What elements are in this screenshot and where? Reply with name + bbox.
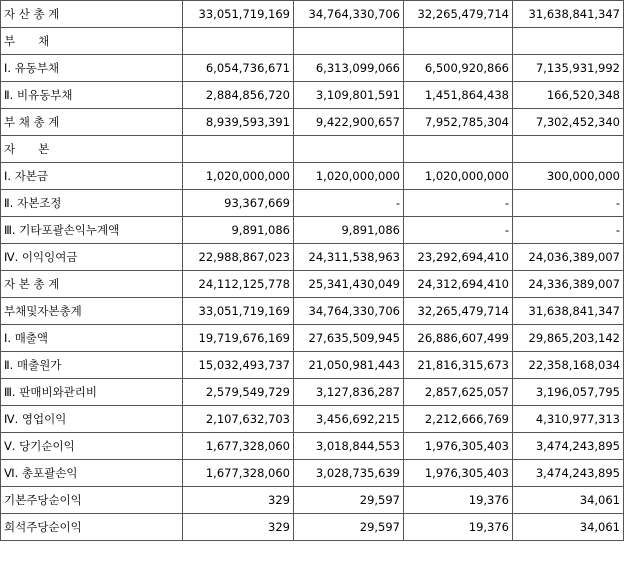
- value-cell: [513, 136, 624, 163]
- row-label: Ⅱ. 매출원가: [1, 352, 183, 379]
- value-cell: 1,677,328,060: [183, 460, 294, 487]
- row-label: Ⅲ. 기타포괄손익누계액: [1, 217, 183, 244]
- table-row: [1, 28, 624, 55]
- value-cell: -: [294, 190, 404, 217]
- value-cell: 1,976,305,403: [404, 433, 513, 460]
- value-cell: 2,212,666,769: [404, 406, 513, 433]
- value-cell: 329: [183, 487, 294, 514]
- financial-table-body: [1, 1, 624, 541]
- row-label: 자 산 총 계: [1, 1, 183, 28]
- value-cell: 1,020,000,000: [404, 163, 513, 190]
- value-cell: 4,310,977,313: [513, 406, 624, 433]
- value-cell: 1,677,328,060: [183, 433, 294, 460]
- table-row: [1, 163, 624, 190]
- value-cell: 21,816,315,673: [404, 352, 513, 379]
- value-cell: 2,107,632,703: [183, 406, 294, 433]
- value-cell: 31,638,841,347: [513, 298, 624, 325]
- value-cell: -: [513, 217, 624, 244]
- value-cell: 9,891,086: [183, 217, 294, 244]
- value-cell: 3,109,801,591: [294, 82, 404, 109]
- table-row: [1, 487, 624, 514]
- value-cell: 329: [183, 514, 294, 541]
- row-label: 자 본 총 계: [1, 271, 183, 298]
- value-cell: 7,135,931,992: [513, 55, 624, 82]
- table-row: [1, 460, 624, 487]
- value-cell: 9,891,086: [294, 217, 404, 244]
- value-cell: 15,032,493,737: [183, 352, 294, 379]
- table-row: [1, 379, 624, 406]
- row-label: Ⅳ. 이익잉여금: [1, 244, 183, 271]
- value-cell: 7,302,452,340: [513, 109, 624, 136]
- value-cell: [294, 136, 404, 163]
- table-row: [1, 406, 624, 433]
- value-cell: 1,451,864,438: [404, 82, 513, 109]
- row-label: Ⅳ. 영업이익: [1, 406, 183, 433]
- value-cell: 2,579,549,729: [183, 379, 294, 406]
- value-cell: 166,520,348: [513, 82, 624, 109]
- table-row: [1, 109, 624, 136]
- value-cell: 33,051,719,169: [183, 1, 294, 28]
- value-cell: 29,865,203,142: [513, 325, 624, 352]
- row-label: 부 채: [1, 28, 183, 55]
- value-cell: 24,312,694,410: [404, 271, 513, 298]
- table-row: [1, 352, 624, 379]
- table-row: [1, 271, 624, 298]
- value-cell: 32,265,479,714: [404, 298, 513, 325]
- value-cell: 34,764,330,706: [294, 298, 404, 325]
- value-cell: 3,018,844,553: [294, 433, 404, 460]
- value-cell: 34,764,330,706: [294, 1, 404, 28]
- row-label: Ⅰ. 유동부채: [1, 55, 183, 82]
- table-row: [1, 190, 624, 217]
- value-cell: 3,028,735,639: [294, 460, 404, 487]
- row-label: Ⅱ. 비유동부채: [1, 82, 183, 109]
- value-cell: 3,474,243,895: [513, 433, 624, 460]
- value-cell: 29,597: [294, 514, 404, 541]
- value-cell: [404, 136, 513, 163]
- value-cell: 9,422,900,657: [294, 109, 404, 136]
- value-cell: 24,112,125,778: [183, 271, 294, 298]
- table-row: [1, 244, 624, 271]
- value-cell: 300,000,000: [513, 163, 624, 190]
- table-row: [1, 217, 624, 244]
- value-cell: 19,376: [404, 514, 513, 541]
- value-cell: 7,952,785,304: [404, 109, 513, 136]
- value-cell: 3,456,692,215: [294, 406, 404, 433]
- table-row: [1, 298, 624, 325]
- value-cell: 8,939,593,391: [183, 109, 294, 136]
- value-cell: 34,061: [513, 514, 624, 541]
- value-cell: [404, 28, 513, 55]
- value-cell: 1,020,000,000: [183, 163, 294, 190]
- value-cell: 24,336,389,007: [513, 271, 624, 298]
- value-cell: 27,635,509,945: [294, 325, 404, 352]
- value-cell: 1,020,000,000: [294, 163, 404, 190]
- value-cell: [183, 136, 294, 163]
- row-label: Ⅰ. 자본금: [1, 163, 183, 190]
- value-cell: 34,061: [513, 487, 624, 514]
- value-cell: -: [404, 217, 513, 244]
- value-cell: 26,886,607,499: [404, 325, 513, 352]
- table-row: [1, 514, 624, 541]
- row-label: Ⅲ. 판매비와관리비: [1, 379, 183, 406]
- row-label: 기본주당순이익: [1, 487, 183, 514]
- value-cell: 3,474,243,895: [513, 460, 624, 487]
- table-row: [1, 55, 624, 82]
- table-row: [1, 325, 624, 352]
- value-cell: 31,638,841,347: [513, 1, 624, 28]
- value-cell: [294, 28, 404, 55]
- table-row: [1, 1, 624, 28]
- value-cell: 6,500,920,866: [404, 55, 513, 82]
- value-cell: 6,313,099,066: [294, 55, 404, 82]
- value-cell: 22,988,867,023: [183, 244, 294, 271]
- value-cell: 2,857,625,057: [404, 379, 513, 406]
- row-label: Ⅰ. 매출액: [1, 325, 183, 352]
- value-cell: 93,367,669: [183, 190, 294, 217]
- row-label: 부 채 총 계: [1, 109, 183, 136]
- table-row: [1, 136, 624, 163]
- value-cell: [513, 28, 624, 55]
- value-cell: 21,050,981,443: [294, 352, 404, 379]
- value-cell: [183, 28, 294, 55]
- row-label: Ⅱ. 자본조정: [1, 190, 183, 217]
- value-cell: 3,196,057,795: [513, 379, 624, 406]
- row-label: Ⅴ. 당기순이익: [1, 433, 183, 460]
- row-label: 부채및자본총계: [1, 298, 183, 325]
- table-row: [1, 82, 624, 109]
- value-cell: 24,311,538,963: [294, 244, 404, 271]
- value-cell: 2,884,856,720: [183, 82, 294, 109]
- value-cell: 25,341,430,049: [294, 271, 404, 298]
- value-cell: 3,127,836,287: [294, 379, 404, 406]
- value-cell: 32,265,479,714: [404, 1, 513, 28]
- row-label: 희석주당순이익: [1, 514, 183, 541]
- value-cell: 1,976,305,403: [404, 460, 513, 487]
- value-cell: 19,719,676,169: [183, 325, 294, 352]
- value-cell: -: [513, 190, 624, 217]
- row-label: Ⅵ. 총포괄손익: [1, 460, 183, 487]
- value-cell: -: [404, 190, 513, 217]
- value-cell: 29,597: [294, 487, 404, 514]
- value-cell: 22,358,168,034: [513, 352, 624, 379]
- value-cell: 24,036,389,007: [513, 244, 624, 271]
- value-cell: 19,376: [404, 487, 513, 514]
- row-label: 자 본: [1, 136, 183, 163]
- value-cell: 33,051,719,169: [183, 298, 294, 325]
- table-row: [1, 433, 624, 460]
- value-cell: 6,054,736,671: [183, 55, 294, 82]
- value-cell: 23,292,694,410: [404, 244, 513, 271]
